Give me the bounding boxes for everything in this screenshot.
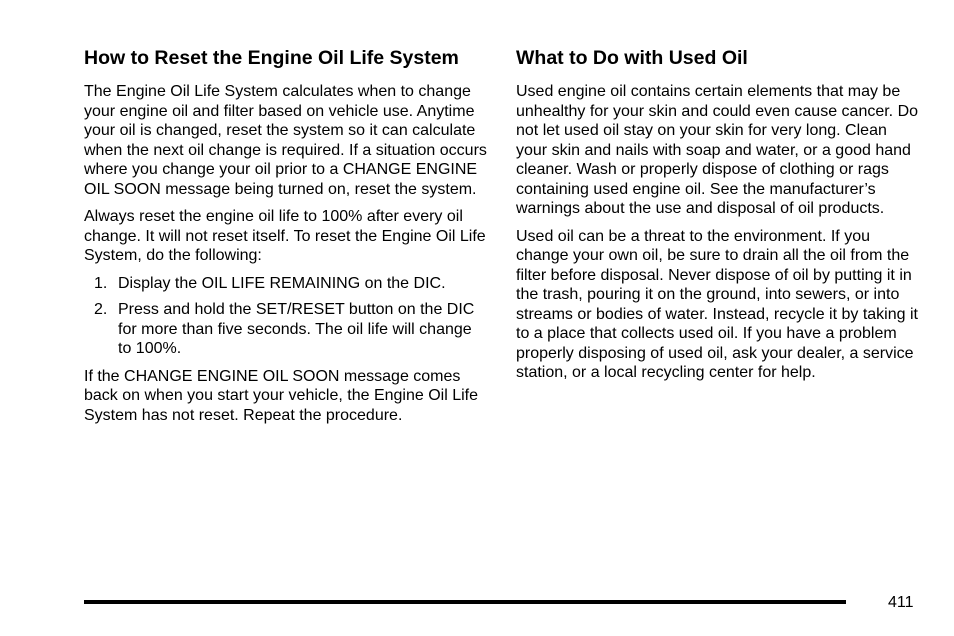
paragraph-used-oil-environment: Used oil can be a threat to the environment. If you change your own oil, be sure to drain all the oil from the filter before disposal. Never dispose of oil by putting it in the trash, pouring it on the ground, into sewers, or into streams or bodies of water. Instead, recycle it by taking it to a place that collects used oil. If you have a problem properly disposing of used oil, ask your dealer, a service station, or a local recycling center for help. [516,227,918,381]
step-text: Display the OIL LIFE REMAINING on the DIC. [118,274,446,292]
paragraph-used-oil-health: Used engine oil contains certain elements that may be unhealthy for your skin and could even cause cancer. Do not let used oil stay on your skin for very long. Clean your skin and nails with soap and water, or a good hand cleaner. Wash or properly dispose of clothing or rags containing used engine oil. See the manufacturer’s warnings about the use and disposal of oil products. [516,83,919,217]
step-number: 1. [94,274,108,292]
footer-rule [84,600,846,604]
section-title-used-oil: What to Do with Used Oil [516,47,748,69]
section-title-reset-oil-life: How to Reset the Engine Oil Life System [84,47,459,69]
right-column [516,46,920,391]
step-text: Press and hold the SET/RESET button on the DIC for more than five seconds. The oil life will change to 100%. [118,301,475,357]
list-item-step-2 [84,300,488,359]
paragraph-message-returns: If the CHANGE ENGINE OIL SOON message comes back on when you start your vehicle, the Engine Oil Life System has not reset. Repeat the procedure. [84,367,478,424]
step-number: 2. [94,301,108,318]
left-column [84,46,488,433]
paragraph-oil-life-intro: The Engine Oil Life System calculates when to change your engine oil and filter based on vehicle use. Anytime your oil is changed, reset the system so it can calculate when the next oil change is required. If a situation occurs where you change your oil prior to a CHANGE ENGINE OIL SOON message being turned on, reset the system. [84,83,487,198]
paragraph-always-reset: Always reset the engine oil life to 100% after every oil change. It will not reset itself. To reset the Engine Oil Life System, do the following: [84,208,486,264]
list-item-step-1 [84,274,488,294]
reset-steps-list [84,274,488,359]
page-number: 411 [888,594,914,611]
